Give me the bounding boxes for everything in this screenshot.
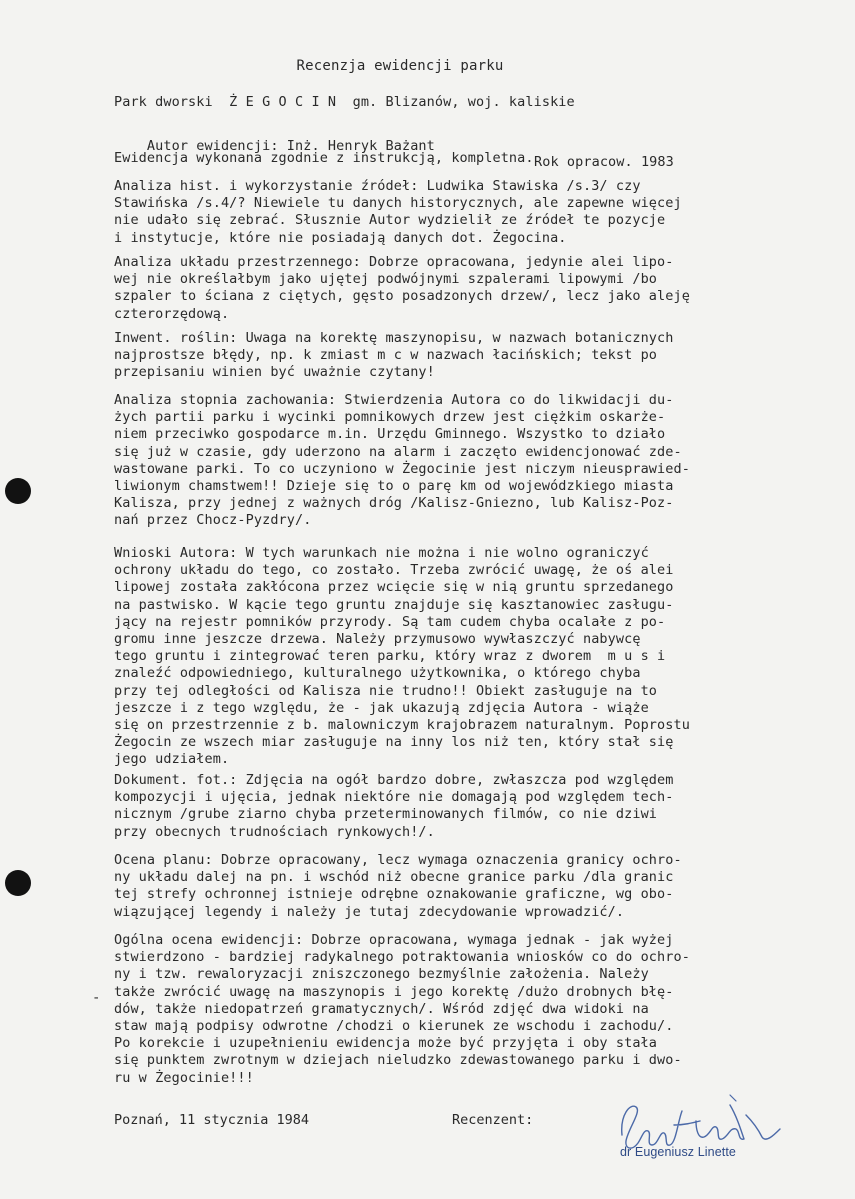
text-line: szpaler to ściana z ciętych, gęsto posadzonych drzew/, lecz jako aleję: [114, 288, 690, 305]
reviewer-label: Recenzent:: [452, 1112, 534, 1128]
text-line: ru w Żegocinie!!!: [114, 1069, 254, 1086]
compliance-line: Ewidencja wykonana zgodnie z instrukcją, kompletna.: [114, 150, 534, 166]
text-line: Analiza stopnia zachowania: Stwierdzenia Autora co do likwidacji du-: [114, 392, 674, 408]
text-line: przy tej odległości od Kalisza nie trudno!! Obiekt zasługuje na to: [114, 682, 658, 699]
place-and-date: Poznań, 11 stycznia 1984: [114, 1112, 310, 1128]
text-line: Dokument. fot.: Zdjęcia na ogół bardzo dobre, zwłaszcza pod względem: [114, 772, 674, 788]
text-line: Ogólna ocena ewidencji: Dobrze opracowana, wymaga jednak - jak wyżej: [114, 932, 674, 948]
text-line: stwierdzono - bardziej radykalnego potraktowania wniosków co do ochro-: [114, 949, 690, 966]
text-line: jego udziałem.: [114, 751, 230, 768]
text-line: się punktem zwrotnym w dziejach nieludzko zdewastowanego parku i dwo-: [114, 1052, 682, 1069]
text-line: i instytucje, które nie posiadają danych dot. Żegocina.: [114, 229, 567, 246]
text-line: wiązującej legendy i należy je tutaj zdecydowanie wprowadzić/.: [114, 903, 625, 920]
author-text: Autor ewidencji: Inż. Henryk Bażant: [146, 138, 435, 154]
punch-hole-lower: [5, 870, 31, 896]
text-line: nań przez Chocz-Pyzdry/.: [114, 512, 312, 529]
text-line: czterorzędową.: [114, 305, 230, 322]
park-line: Park dworski Ż E G O C I N gm. Blizanów, woj. kaliskie: [114, 94, 575, 110]
text-line: przy obecnych trudnościach rynkowych!/.: [114, 823, 435, 840]
text-line: nicznym /grube ziarno chyba przeterminowanych filmów, co nie dziwi: [114, 806, 658, 823]
paragraph-plant-inventory: [114, 330, 854, 382]
document-title: Recenzja ewidencji parku: [296, 58, 504, 74]
paragraph-author-conclusions: [114, 545, 854, 769]
text-line: Analiza hist. i wykorzystanie źródeł: Ludwika Stawiska /s.3/ czy: [114, 178, 641, 194]
text-line: niem przeciwko gospodarce m.in. Urzędu Gminnego. Wszystko to działo: [114, 426, 666, 443]
paragraph-spatial-analysis: [114, 254, 854, 323]
text-line: tej strefy ochronnej istnieje odrębne oznakowanie graficzne, wg obo-: [114, 886, 674, 903]
paragraph-plan-assessment: [114, 852, 854, 921]
paragraph-overall-assessment: [114, 932, 854, 1087]
text-line: żych partii parku i wycinki pomnikowych drzew jest ciężkim oskarże-: [114, 409, 666, 426]
paragraph-preservation: [114, 392, 854, 530]
year-text: Rok opracow. 1983: [534, 154, 674, 170]
text-line: Ocena planu: Dobrze opracowany, lecz wymaga oznaczenia granicy ochro-: [114, 852, 682, 868]
text-line: Żegocin ze wszech miar zasługuje na inny los niż ten, który stał się: [114, 734, 674, 751]
text-line: wej nie określałbym jako ujętej podwójnymi szpalerami lipowymi /bo: [114, 271, 658, 288]
paragraph-sources: [114, 178, 854, 247]
text-line: wastowane parki. To co uczyniono w Żegocinie jest niczym nieusprawied-: [114, 460, 690, 477]
punch-hole-upper: [5, 478, 31, 504]
text-line: się już w czasie, gdy uderzono na alarm i zaczęto ewidencjonować zde-: [114, 443, 682, 460]
text-line: także zwrócić uwagę na maszynopis i jego korektę /dużo drobnych błę-: [114, 983, 674, 1000]
text-line: jeszcze i z tego względu, że - jak ukazują zdjęcia Autora - wiąże: [114, 699, 649, 716]
text-line: staw mają podpisy odwrotne /chodzi o kierunek ze wschodu i zachodu/.: [114, 1018, 674, 1035]
text-line: nie udało się zebrać. Słusznie Autor wydzielił ze źródeł te pozycje: [114, 212, 666, 229]
reviewer-stamp-name: dr Eugeniusz Linette: [620, 1145, 736, 1159]
text-line: gromu inne jeszcze drzewa. Należy przymusowo wywłaszczyć nabywcę: [114, 631, 641, 648]
text-line: się on przestrzennie z b. malowniczym krajobrazem naturalnym. Poprostu: [114, 717, 690, 734]
text-line: liwionym chamstwem!! Dzieje się to o parę km od wojewódzkiego miasta: [114, 478, 674, 495]
text-line: Kalisza, przy jednej z ważnych dróg /Kalisz-Gniezno, lub Kalisz-Poz-: [114, 495, 674, 512]
text-line: ny i tzw. rewaloryzacji zniszczonego bezmyślnie założenia. Należy: [114, 966, 649, 983]
text-line: znaleźć odpowiedniego, kulturalnego użytkownika, o którego chyba: [114, 665, 641, 682]
text-line: na pastwisko. W kącie tego gruntu znajduje się kasztanowiec zasługu-: [114, 596, 674, 613]
text-line: Inwent. roślin: Uwaga na korektę maszynopisu, w nazwach botanicznych: [114, 330, 674, 346]
text-line: najprostsze błędy, np. k zmiast m c w nazwach łacińskich; tekst po: [114, 347, 658, 364]
text-line: ny układu dalej na pn. i wschód niż obecne granice parku /dla granic: [114, 869, 674, 886]
text-line: lipowej została zakłócona przez wcięcie się w nią gruntu sprzedanego: [114, 579, 674, 596]
margin-mark: -: [92, 990, 101, 1006]
text-line: jący na rejestr pomników przyrody. Są tam cudem chyba ocalałe z po-: [114, 613, 666, 630]
text-line: ochrony układu do tego, co zostało. Trzeba zwrócić uwagę, że oś alei: [114, 562, 674, 579]
text-line: tego gruntu i zintegrować teren parku, który wraz z dworem m u s i: [114, 648, 666, 665]
text-line: Stawińska /s.4/? Niewiele tu danych historycznych, ale zapewne więcej: [114, 195, 682, 212]
text-line: Wnioski Autora: W tych warunkach nie można i nie wolno ograniczyć: [114, 545, 649, 561]
text-line: Po korekcie i uzupełnieniu ewidencja może być przyjęta i oby stała: [114, 1035, 658, 1052]
paragraph-photo-documentation: [114, 772, 854, 841]
text-line: kompozycji i ujęcia, jednak niektóre nie domagają pod względem tech-: [114, 789, 674, 806]
text-line: przepisaniu winien być uważnie czytany!: [114, 364, 435, 381]
text-line: dów, także niedopatrzeń gramatycznych/. Wśród zdjęć dwa widoki na: [114, 1000, 649, 1017]
text-line: Analiza układu przestrzennego: Dobrze opracowana, jedynie alei lipo-: [114, 254, 674, 270]
